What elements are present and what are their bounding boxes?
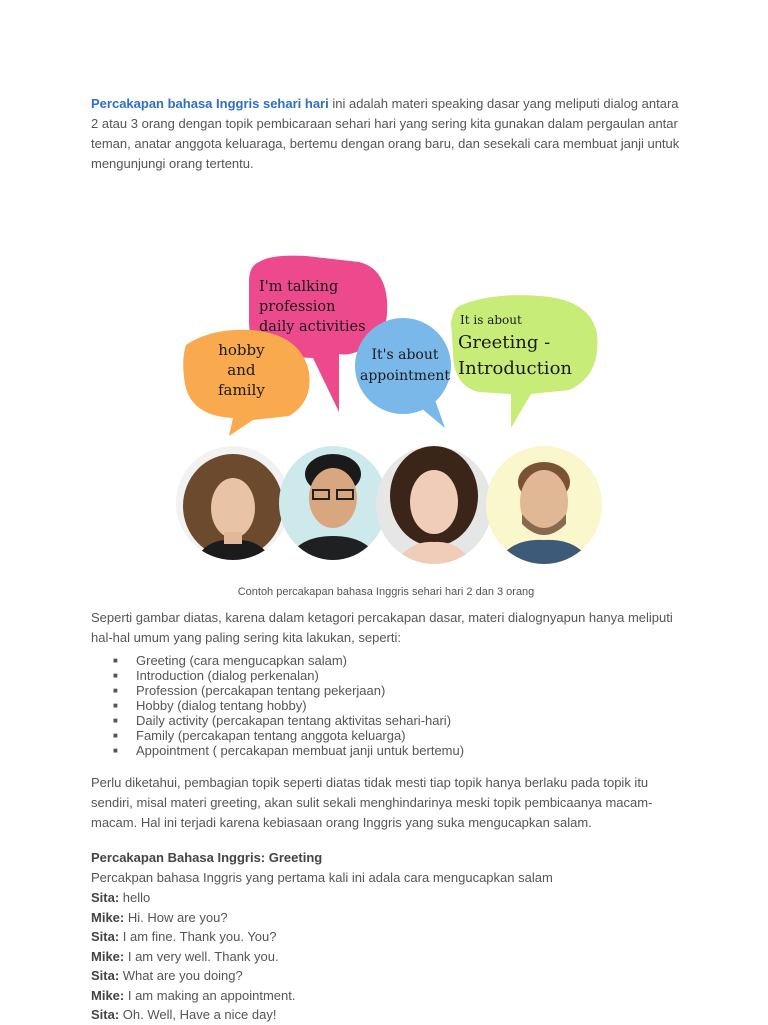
orange-bubble-text: hobby and family (218, 341, 265, 399)
bullet-icon: ■ (113, 671, 118, 680)
paragraph-2: Seperti gambar diatas, karena dalam ketagori percakapan dasar, materi dialognyapun hanya meliputi hal-hal umum yang paling sering kita lakukan, seperti: (91, 610, 673, 645)
article-title-link[interactable]: Percakapan bahasa Inggris sehari hari (91, 96, 329, 111)
bullet-icon: ■ (113, 746, 118, 755)
intro-text: ini adalah materi speaking dasar yang meliputi dialog antara 2 atau 3 orang dengan topik pembicaraan sehari hari yang sering kita gunakan dalam pergaulan antar teman, anatar anggota keluaraga, bertemu dengan orang baru, dan sesekali cara membuat janji untuk mengunjungi orang tertentu. (91, 96, 680, 171)
list-item: ■ Introduction (dialog perkenalan) (113, 668, 319, 683)
bullet-icon: ■ (113, 716, 118, 725)
bullet-icon: ■ (113, 686, 118, 695)
dialog-line: Sita: I am fine. Thank you. You? (91, 929, 277, 944)
blue-bubble-text: It's about appointment (359, 347, 451, 384)
bullet-icon: ■ (113, 656, 118, 665)
green-bubble-small-text: It is about (460, 313, 522, 327)
illustration-figure (91, 180, 681, 598)
topic-list (91, 653, 681, 758)
figure-caption: Contoh percakapan bahasa Inggris sehari hari 2 dan 3 orang (237, 586, 535, 598)
section-intro: Percakpan bahasa Inggris yang pertama kali ini adala cara mengucapkan salam (91, 870, 553, 885)
pink-bubble-text: I'm talking profession daily activities (259, 279, 366, 335)
article-content (91, 94, 681, 1025)
list-item: ■ Hobby (dialog tentang hobby) (113, 698, 307, 713)
dialog-line: Sita: What are you doing? (91, 968, 243, 983)
intro-paragraph (91, 94, 681, 174)
dialog-line: Mike: I am making an appointment. (91, 987, 296, 1003)
bullet-icon: ■ (113, 731, 118, 740)
list-item: ■ Greeting (cara mengucapkan salam) (113, 653, 347, 668)
paragraph-3: Perlu diketahui, pembagian topik seperti diatas tidak mesti tiap topik hanya berlaku pada topik itu sendiri, misal materi greeting, akan sulit sekali menghindarinya meski topik pembicaanya macam-macam. Hal ini terjadi karena kebiasaan orang Inggris yang suka mengucapkan salam. (91, 775, 653, 830)
bullet-icon: ■ (113, 701, 118, 710)
section-heading: Percakapan Bahasa Inggris: Greeting (91, 850, 323, 865)
avatar-woman-2 (376, 446, 492, 564)
avatar-woman-1 (176, 446, 290, 560)
list-item: ■ Daily activity (percakapan tentang aktivitas sehari-hari) (113, 713, 452, 728)
list-item: ■ Appointment ( percakapan membuat janji untuk bertemu) (113, 743, 465, 758)
dialog-line: Mike: I am very well. Thank you. (91, 948, 279, 964)
dialog-line: Sita: hello (91, 890, 151, 905)
dialog (91, 888, 681, 1025)
list-item: ■ Family (percakapan tentang anggota keluarga) (113, 728, 406, 743)
green-bubble-large-text: Greeting - Introduction (458, 332, 572, 379)
list-item: ■ Profession (percakapan tentang pekerjaan) (113, 683, 386, 698)
dialog-line: Mike: Hi. How are you? (91, 909, 228, 925)
avatar-man-glasses (279, 446, 387, 560)
dialog-line: Sita: Oh. Well, Have a nice day! (91, 1007, 277, 1022)
avatar-man-beard (486, 446, 602, 564)
